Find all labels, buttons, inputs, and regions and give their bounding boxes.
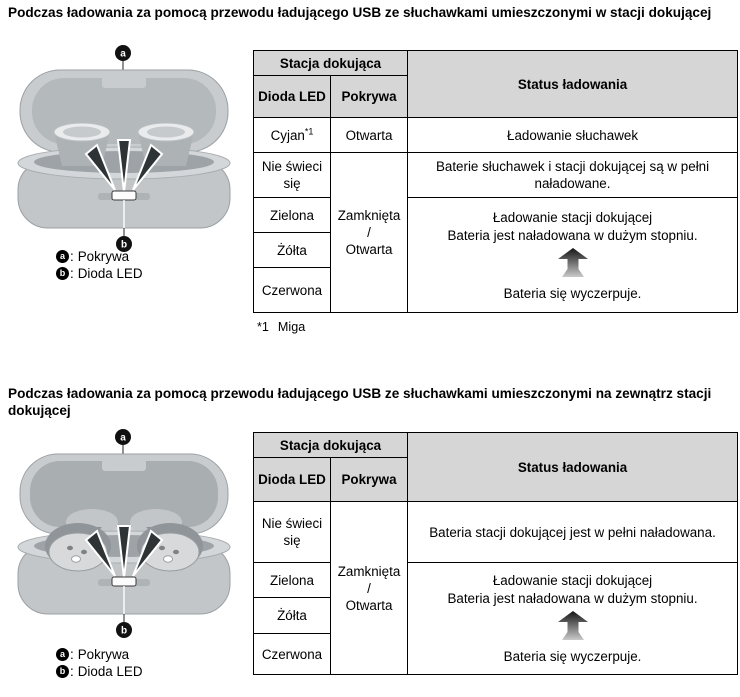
header-led: Dioda LED: [254, 458, 331, 502]
status-line-2: Bateria jest naładowana w dużym stopniu.: [447, 591, 698, 606]
cover-line-2: /: [367, 225, 371, 240]
well-left-contact: [72, 556, 81, 562]
cell-cover-closed-open: [331, 153, 408, 313]
legend-marker-a: a: [56, 250, 69, 263]
legend-label-led: Dioda LED: [77, 664, 143, 679]
cover-line-3: Otwarta: [345, 242, 393, 257]
header-charging-status: Status ładowania: [408, 433, 738, 502]
footnote-marker: *1: [257, 320, 269, 334]
well-right-contact: [164, 556, 173, 562]
figure-1-legend: [56, 248, 143, 282]
charging-case-empty-figure: [4, 428, 244, 645]
cell-led-red: Czerwona: [254, 268, 331, 313]
legend-separator: :: [70, 249, 74, 264]
header-docking-station: Stacja dokująca: [254, 433, 408, 458]
status-line-3: Bateria się wyczerpuje.: [503, 649, 642, 664]
legend-separator: :: [70, 266, 74, 281]
header-cover: Pokrywa: [331, 76, 408, 118]
legend-marker-b: b: [56, 267, 69, 280]
case-lid-notch: [102, 459, 146, 471]
cell-led-green: Zielona: [254, 198, 331, 233]
header-cover: Pokrywa: [331, 458, 408, 502]
well-right-hole-2: [173, 550, 179, 554]
legend-marker-b: b: [56, 665, 69, 678]
cell-led-off: Nie świeci się: [254, 153, 331, 198]
cover-line-1: Zamknięta: [337, 563, 401, 579]
callout-b-letter: b: [120, 625, 128, 637]
header-docking-station: Stacja dokująca: [254, 51, 408, 76]
well-left-hole-1: [67, 546, 73, 550]
led-cyan-label: Cyjan: [270, 127, 305, 143]
legend-item-led: [56, 663, 143, 680]
cover-line-3: Otwarta: [345, 597, 393, 613]
legend-item-cover: [56, 248, 143, 265]
up-arrow-icon: [557, 248, 589, 279]
cell-status-charging-station: [408, 563, 738, 675]
legend-separator: :: [70, 664, 74, 679]
charging-case-open-empty-illustration: [4, 428, 244, 640]
led-indicator: [112, 191, 136, 200]
up-arrow-icon: [557, 611, 589, 642]
status-line-2: Bateria jest naładowana w dużym stopniu.: [447, 227, 698, 243]
earbud-right-top-inner: [147, 127, 185, 138]
cell-status-charging-earbuds: Ładowanie słuchawek: [408, 118, 738, 153]
charging-case-with-earbuds-figure: [4, 42, 244, 259]
section-1-heading: Podczas ładowania za pomocą przewodu ładującego USB ze słuchawkami umieszczonymi w stacji dokującej: [8, 5, 712, 20]
cell-status-charging-station: [408, 198, 738, 313]
footnote-ref: *1: [304, 126, 314, 137]
cell-cover-closed-open: [331, 502, 408, 675]
cell-led-yellow: Żółta: [254, 598, 331, 634]
callout-a-letter: a: [120, 432, 126, 444]
cell-led-off: Nie świeci się: [254, 502, 331, 563]
cover-line-2: /: [367, 580, 371, 596]
battery-level-arrow: [412, 248, 733, 283]
cell-status-fully-charged: Baterie słuchawek i stacji dokującej są w pełni naładowane.: [408, 153, 738, 198]
charging-status-table-1: [253, 50, 738, 313]
callout-a-letter: a: [120, 48, 126, 60]
well-right-hole-1: [159, 546, 165, 550]
section-2-heading: Podczas ładowania za pomocą przewodu ładującego USB ze słuchawkami umieszczonymi na zewnątrz stacji dokującej: [8, 386, 712, 418]
cell-led-yellow: Żółta: [254, 233, 331, 268]
legend-marker-a: a: [56, 648, 69, 661]
legend-label-led: Dioda LED: [77, 266, 143, 281]
charging-status-table-2: [253, 432, 738, 675]
header-led: Dioda LED: [254, 76, 331, 118]
legend-item-led: [56, 265, 143, 282]
charging-status-table-2-grid: [253, 432, 738, 675]
battery-level-arrow: [412, 611, 733, 646]
cell-led-red: Czerwona: [254, 634, 331, 675]
header-charging-status: Status ładowania: [408, 51, 738, 118]
status-line-1: Ładowanie stacji dokującej: [492, 573, 653, 588]
status-line-3: Bateria się wyczerpuje.: [503, 285, 642, 301]
cell-led-cyan: [254, 118, 331, 153]
cell-cover-open: Otwarta: [331, 118, 408, 153]
figure-2-legend: [56, 646, 143, 680]
cell-led-green: Zielona: [254, 563, 331, 598]
well-left-hole-2: [81, 550, 87, 554]
cell-status-station-fully-charged: Bateria stacji dokującej jest w pełni naładowana.: [408, 502, 738, 563]
callout-b-letter: b: [120, 239, 128, 251]
footnote-text: Miga: [277, 320, 306, 334]
charging-case-open-earbuds-inside-illustration: [4, 42, 244, 254]
led-indicator: [112, 577, 136, 586]
charging-status-table-1-grid: [253, 50, 738, 313]
table-1-footnote: [257, 320, 305, 334]
legend-separator: :: [70, 647, 74, 662]
status-line-1: Ładowanie stacji dokującej: [492, 209, 653, 225]
legend-item-cover: [56, 646, 143, 663]
earbud-left-top-inner: [63, 127, 101, 138]
legend-label-cover: Pokrywa: [77, 249, 130, 264]
case-lid-notch: [102, 76, 146, 88]
legend-label-cover: Pokrywa: [77, 647, 130, 662]
cover-line-1: Zamknięta: [337, 208, 401, 223]
